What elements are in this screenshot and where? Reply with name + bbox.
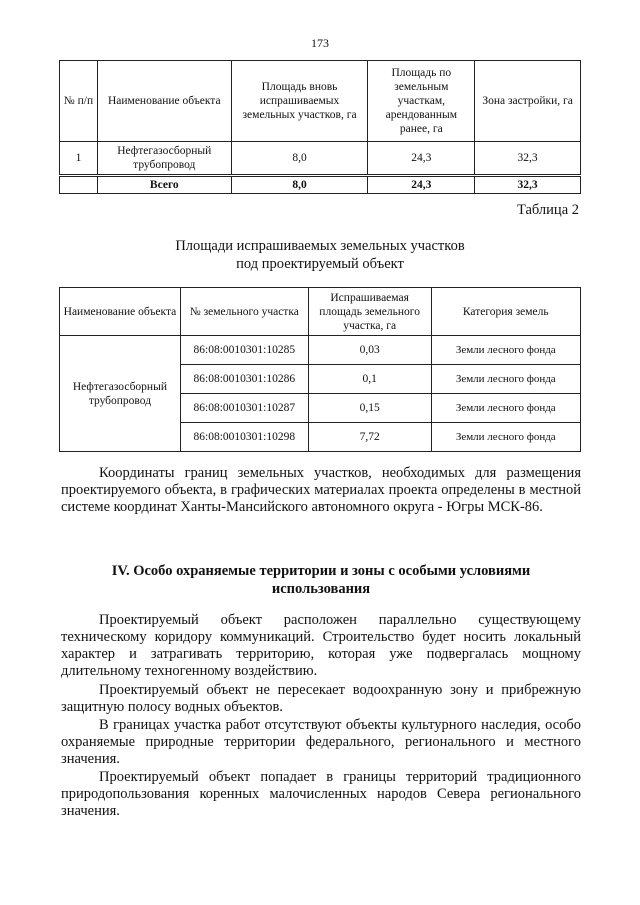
header-cell: Площадь вновь испрашиваемых земельных участков, га (231, 61, 368, 142)
body-paragraph: В границах участка работ отсутствуют объекты культурного наследия, особо охраняемые природные территории федерального, регионального и местного значения. (61, 717, 581, 767)
land-category: Земли лесного фонда (431, 394, 580, 423)
table-title-line: под проектируемый объект (236, 256, 404, 272)
coordinates-paragraph: Координаты границ земельных участков, необходимых для размещения проектируемого объекта, в графических материалах проекта определены в местной системе координат Ханты-Мансийского автономного округа - Югры МСК-86. (61, 465, 581, 515)
table-cell: 8,0 (231, 142, 368, 176)
section-heading-line: использования (271, 581, 371, 597)
table-cell: 1 (60, 142, 98, 176)
header-cell: № п/п (60, 61, 98, 142)
page-number: 173 (311, 36, 329, 50)
table-cell: 24,3 (368, 142, 475, 176)
table-cell: Нефтегазосборный трубопровод (97, 142, 231, 176)
table-title-line: Площади испрашиваемых земельных участков (175, 238, 465, 254)
table-caption: Таблица 2 (516, 202, 579, 218)
body-paragraph: Проектируемый объект расположен параллельно существующему техническому коридору коммуникаций. Строительство будет носить локальный характер и затрагивать территорию, которая уже подвергалась мощному длительному техногенному воздействию. (61, 612, 581, 679)
header-cell: Площадь по земельным участкам, арендованным ранее, га (368, 61, 475, 142)
header-cell: № земельного участка (180, 288, 308, 336)
total-cell: 32,3 (475, 176, 581, 194)
total-cell: 24,3 (368, 176, 475, 194)
table-total-row (60, 176, 581, 194)
parcel-table (59, 287, 581, 452)
parcel-number: 86:08:0010301:10287 (180, 394, 308, 423)
header-cell: Зона застройки, га (475, 61, 581, 142)
parcel-number: 86:08:0010301:10286 (180, 365, 308, 394)
header-cell: Наименование объекта (97, 61, 231, 142)
table-header-row (60, 61, 581, 142)
total-cell: 8,0 (231, 176, 368, 194)
header-cell: Испрашиваемая площадь земельного участка, га (308, 288, 431, 336)
table-header-row (60, 288, 581, 336)
parcel-number: 86:08:0010301:10285 (180, 336, 308, 365)
section-heading (61, 562, 581, 598)
section-heading-line: IV. Особо охраняемые территории и зоны с особыми условиями (111, 563, 531, 579)
header-cell: Категория земель (431, 288, 580, 336)
total-label: Всего (97, 176, 231, 194)
land-category: Земли лесного фонда (431, 336, 580, 365)
parcel-area: 0,03 (308, 336, 431, 365)
table-row (60, 142, 581, 176)
body-paragraph: Проектируемый объект не пересекает водоохранную зону и прибрежную защитную полосу водных объектов. (61, 682, 581, 715)
table-cell: 32,3 (475, 142, 581, 176)
parcel-area: 0,1 (308, 365, 431, 394)
land-category: Земли лесного фонда (431, 423, 580, 452)
body-paragraph: Проектируемый объект попадает в границы территорий традиционного природопользования коренных малочисленных народов Севера регионального значения. (61, 769, 581, 819)
parcel-area: 0,15 (308, 394, 431, 423)
parcel-number: 86:08:0010301:10298 (180, 423, 308, 452)
table-row (60, 336, 581, 365)
header-cell: Наименование объекта (60, 288, 181, 336)
table-title (0, 237, 640, 273)
summary-area-table (59, 60, 581, 194)
parcel-area: 7,72 (308, 423, 431, 452)
land-category: Земли лесного фонда (431, 365, 580, 394)
object-name-cell: Нефтегазосборный трубопровод (60, 336, 181, 452)
total-cell (60, 176, 98, 194)
